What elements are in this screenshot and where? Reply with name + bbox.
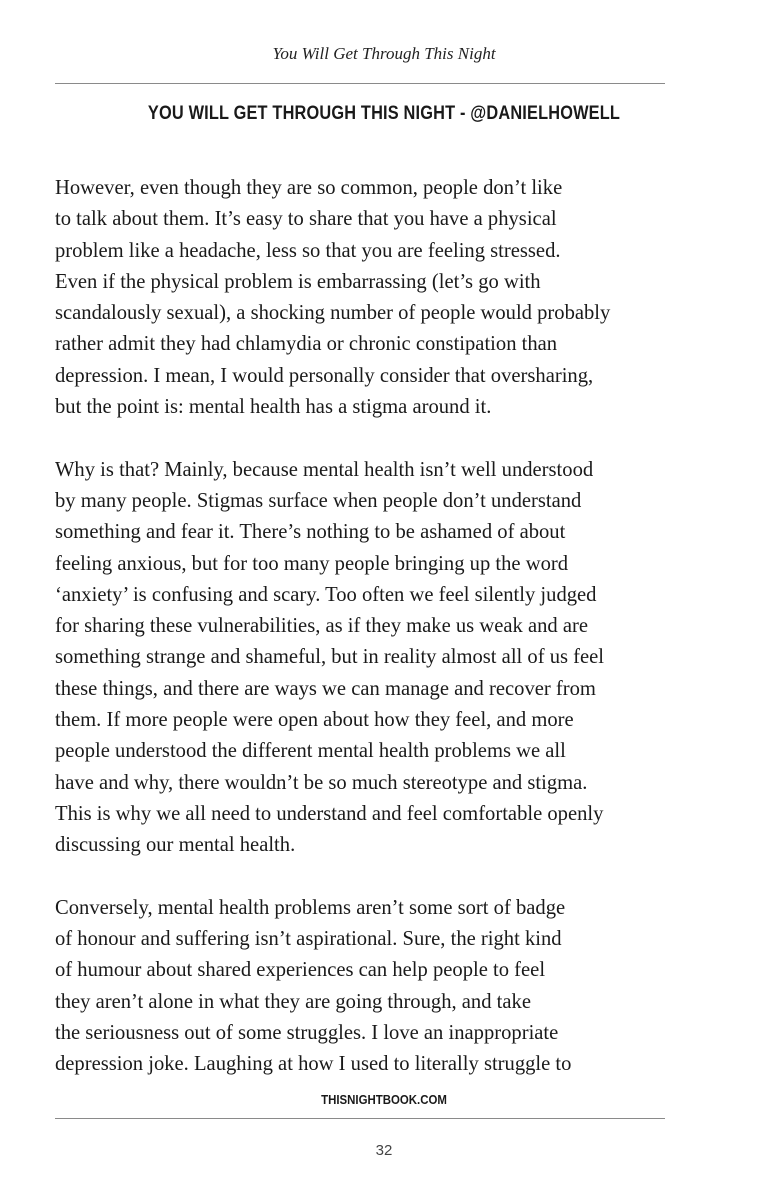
paragraph-2 [55, 455, 695, 862]
text-line: but the point is: mental health has a stigma around it. [55, 396, 492, 419]
footer-website: THISNIGHTBOOK.COM [321, 1092, 447, 1107]
section-title: YOU WILL GET THROUGH THIS NIGHT - @DANIELHOWELL [147, 103, 621, 124]
text-line: rather admit they had chlamydia or chronic constipation than [55, 333, 558, 356]
text-line: by many people. Stigmas surface when people don’t understand [55, 489, 582, 512]
text-line: they aren’t alone in what they are going through, and take [55, 990, 531, 1013]
text-line: something and fear it. There’s nothing to be ashamed of about [55, 521, 566, 544]
text-line: something strange and shameful, but in reality almost all of us feel [55, 646, 605, 669]
text-line: the seriousness out of some struggles. I love an inappropriate [55, 1022, 559, 1045]
text-line: Conversely, mental health problems aren’t some sort of badge [55, 896, 566, 919]
paragraph-3 [55, 893, 695, 1081]
text-line: these things, and there are ways we can manage and recover from [55, 677, 596, 700]
text-line: them. If more people were open about how they feel, and more [55, 709, 574, 732]
text-line: problem like a headache, less so that you are feeling stressed. [55, 239, 561, 262]
text-line: people understood the different mental health problems we all [55, 740, 566, 763]
body-text [55, 173, 695, 1081]
text-line: ‘anxiety’ is confusing and scary. Too often we feel silently judged [55, 583, 597, 606]
text-line: to talk about them. It’s easy to share that you have a physical [55, 208, 557, 231]
text-line: of humour about shared experiences can help people to feel [55, 959, 546, 982]
text-line: depression. I mean, I would personally consider that oversharing, [55, 364, 594, 387]
text-line: This is why we all need to understand and feel comfortable openly [55, 802, 604, 825]
page-number: 32 [375, 1142, 393, 1159]
footer-divider [55, 1118, 665, 1119]
text-line: have and why, there wouldn’t be so much stereotype and stigma. [55, 771, 588, 794]
text-line: However, even though they are so common, people don’t like [55, 177, 563, 199]
text-line: Why is that? Mainly, because mental health isn’t well understood [55, 458, 594, 481]
text-line: feeling anxious, but for too many people bringing up the word [55, 552, 569, 575]
text-line: of honour and suffering isn’t aspirational. Sure, the right kind [55, 928, 562, 951]
header-divider [55, 83, 665, 84]
text-line: discussing our mental health. [55, 834, 296, 857]
paragraph-1 [55, 173, 695, 423]
running-head-title: You Will Get Through This Night [272, 44, 496, 63]
text-line: scandalously sexual), a shocking number of people would probably [55, 302, 611, 325]
text-line: depression joke. Laughing at how I used to literally struggle to [55, 1053, 572, 1076]
text-line: Even if the physical problem is embarrassing (let’s go with [55, 270, 541, 293]
text-line: for sharing these vulnerabilities, as if they make us weak and are [55, 615, 588, 638]
